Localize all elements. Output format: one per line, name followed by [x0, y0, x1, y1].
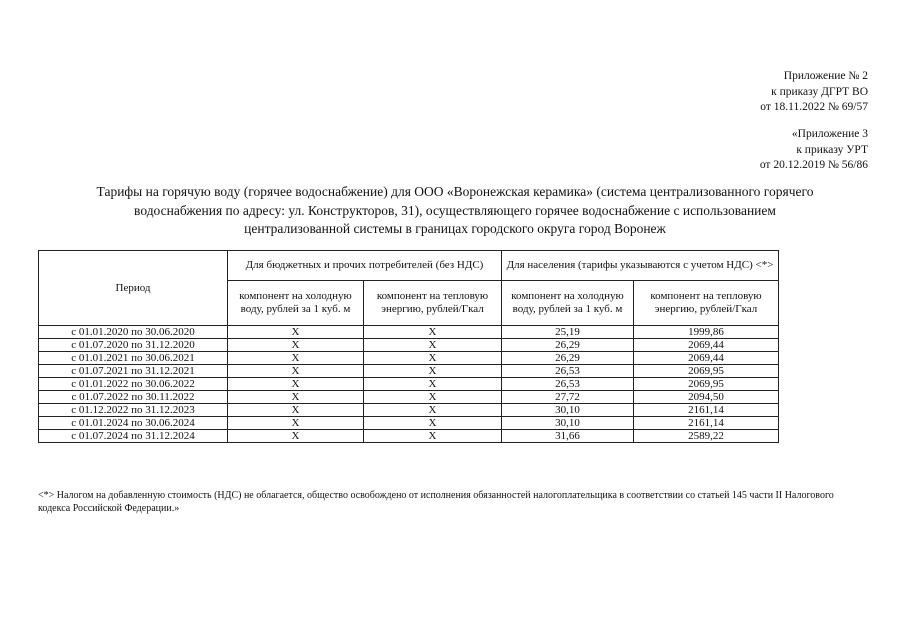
budget-heat-energy-cell: Х	[364, 339, 502, 352]
period-cell: с 01.12.2022 по 31.12.2023	[39, 404, 228, 417]
budget-heat-energy-cell: Х	[364, 378, 502, 391]
budget-cold-water-cell: Х	[228, 430, 364, 443]
budget-cold-water-header: компонент на холодную воду, рублей за 1 куб. м	[228, 281, 364, 326]
population-heat-energy-cell: 2069,44	[634, 352, 779, 365]
population-cold-water-cell: 26,29	[502, 352, 634, 365]
budget-heat-energy-cell: Х	[364, 326, 502, 339]
population-heat-energy-cell: 2161,14	[634, 417, 779, 430]
budget-cold-water-cell: Х	[228, 378, 364, 391]
budget-heat-energy-cell: Х	[364, 352, 502, 365]
table-row	[39, 378, 779, 391]
table-row	[39, 417, 779, 430]
table-row	[39, 352, 779, 365]
budget-cold-water-cell: Х	[228, 339, 364, 352]
document-title-line-3: централизованной системы в границах городского округа город Воронеж	[244, 221, 666, 236]
budget-heat-energy-cell: Х	[364, 391, 502, 404]
population-cold-water-cell: 30,10	[502, 417, 634, 430]
population-heat-energy-cell: 2069,95	[634, 365, 779, 378]
budget-heat-energy-cell: Х	[364, 430, 502, 443]
budget-heat-energy-cell: Х	[364, 365, 502, 378]
period-cell: с 01.07.2020 по 31.12.2020	[39, 339, 228, 352]
budget-cold-water-cell: Х	[228, 404, 364, 417]
period-cell: с 01.07.2024 по 31.12.2024	[39, 430, 228, 443]
period-cell: с 01.07.2021 по 31.12.2021	[39, 365, 228, 378]
period-cell: с 01.01.2022 по 30.06.2022	[39, 378, 228, 391]
budget-heat-energy-cell: Х	[364, 417, 502, 430]
population-cold-water-cell: 27,72	[502, 391, 634, 404]
budget-cold-water-cell: Х	[228, 352, 364, 365]
appendix-3-date: от 20.12.2019 № 56/86	[759, 159, 868, 171]
population-heat-energy-cell: 2069,44	[634, 339, 779, 352]
population-cold-water-cell: 25,19	[502, 326, 634, 339]
table-row	[39, 365, 779, 378]
budget-heat-energy-header: компонент на тепловую энергию, рублей/Гкал	[364, 281, 502, 326]
footnote: <*> Налогом на добавленную стоимость (НДС) не облагается, общество освобождено от исполнения обязанностей налогоплательщика в соответствии со статьей 145 части II Налогового кодекса Российской Федерации.»	[38, 490, 834, 514]
period-cell: с 01.01.2020 по 30.06.2020	[39, 326, 228, 339]
budget-cold-water-cell: Х	[228, 417, 364, 430]
appendix-3-order: к приказу УРТ	[796, 143, 868, 156]
tariff-table	[38, 250, 779, 443]
appendix-3-number: «Приложение 3	[791, 128, 868, 140]
table-row	[39, 326, 779, 339]
appendix-2-order: к приказу ДГРТ ВО	[771, 85, 868, 98]
appendix-2-date: от 18.11.2022 № 69/57	[760, 101, 868, 113]
period-cell: с 01.07.2022 по 30.11.2022	[39, 391, 228, 404]
table-row	[39, 404, 779, 417]
table-row	[39, 430, 779, 443]
document-title-line-2: водоснабжения по адресу: ул. Конструкторов, 31), осуществляющего горячее водоснабжение с использованием	[134, 202, 776, 218]
tariff-table-body	[39, 326, 779, 443]
budget-cold-water-cell: Х	[228, 326, 364, 339]
document-title-line-1: Тарифы на горячую воду (горячее водоснабжение) для ООО «Воронежская керамика» (система централизованного горячего	[96, 184, 814, 199]
population-heat-energy-cell: 2069,95	[634, 378, 779, 391]
population-cold-water-cell: 26,53	[502, 378, 634, 391]
population-heat-energy-cell: 1999,86	[634, 326, 779, 339]
table-row	[39, 339, 779, 352]
population-heat-energy-header: компонент на тепловую энергию, рублей/Гкал	[634, 281, 779, 326]
population-heat-energy-cell: 2161,14	[634, 404, 779, 417]
document-title	[40, 183, 870, 239]
budget-heat-energy-cell: Х	[364, 404, 502, 417]
population-cold-water-cell: 26,53	[502, 365, 634, 378]
budget-cold-water-cell: Х	[228, 365, 364, 378]
population-cold-water-header: компонент на холодную воду, рублей за 1 куб. м	[502, 281, 634, 326]
population-header: Для населения (тарифы указываются с учетом НДС) <*>	[502, 251, 779, 281]
budget-consumers-header: Для бюджетных и прочих потребителей (без НДС)	[228, 251, 502, 281]
population-cold-water-cell: 30,10	[502, 404, 634, 417]
population-cold-water-cell: 26,29	[502, 339, 634, 352]
appendix-2-number: Приложение № 2	[783, 70, 868, 82]
period-cell: с 01.01.2021 по 30.06.2021	[39, 352, 228, 365]
appendix-3-reference	[760, 127, 868, 174]
period-cell: с 01.01.2024 по 30.06.2024	[39, 417, 228, 430]
table-row	[39, 391, 779, 404]
budget-cold-water-cell: Х	[228, 391, 364, 404]
population-heat-energy-cell: 2589,22	[634, 430, 779, 443]
appendix-2-reference	[760, 69, 868, 116]
population-cold-water-cell: 31,66	[502, 430, 634, 443]
period-header: Период	[39, 251, 228, 326]
population-heat-energy-cell: 2094,50	[634, 391, 779, 404]
